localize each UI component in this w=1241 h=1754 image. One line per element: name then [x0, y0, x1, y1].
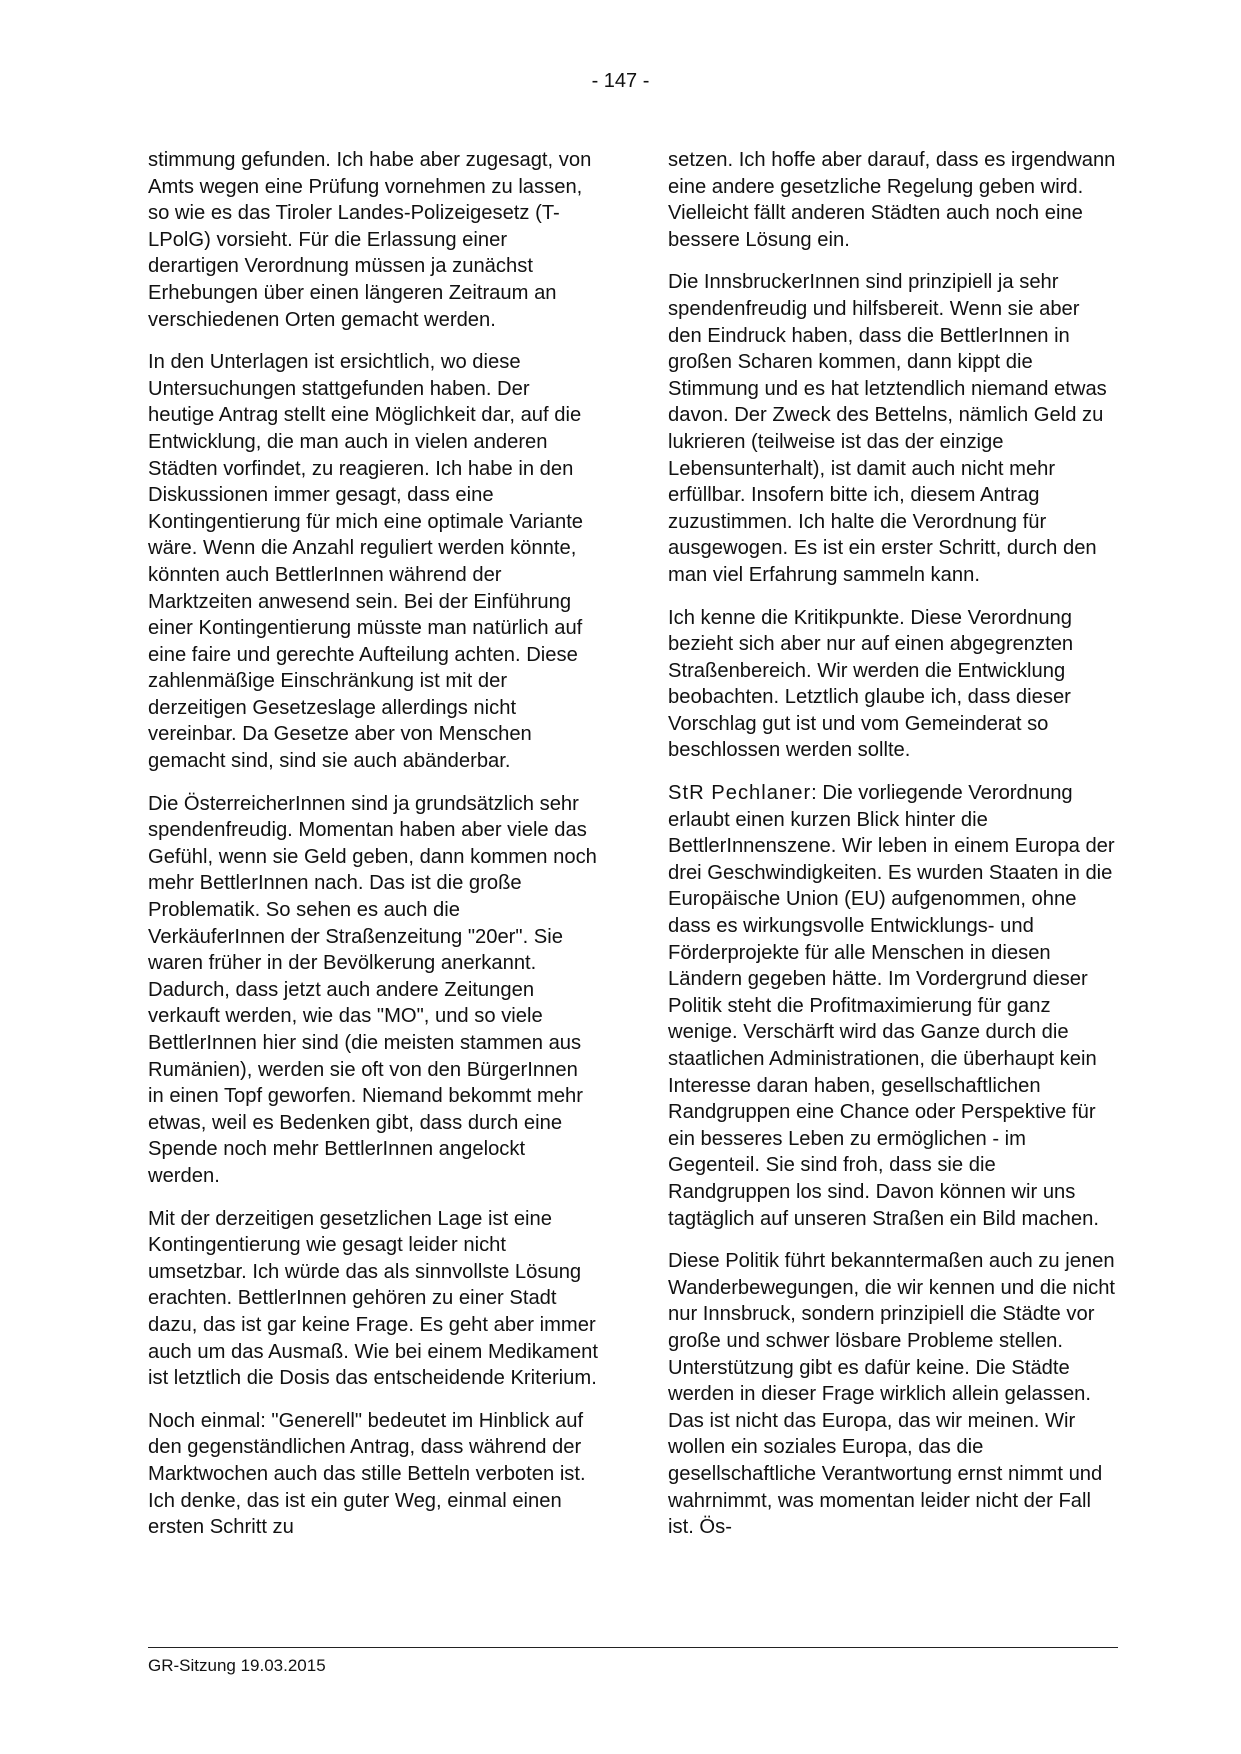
left-column [148, 147, 598, 1557]
right-column [668, 147, 1118, 1557]
footer-divider [148, 1647, 1118, 1648]
paragraph: Diese Politik führt bekanntermaßen auch zu jenen Wanderbewegungen, die wir kennen und die nicht nur Innsbruck, sondern prinzipiell die Städte vor große und schwer lösbare Probleme stellen. Unterstützung gibt es dafür keine. Die Städte werden in dieser Frage wirklich allein gelassen. Das ist nicht das Europa, das wir meinen. Wir wollen ein soziales Europa, das die gesellschaftliche Verantwortung ernst nimmt und wahrnimmt, was momentan leider nicht der Fall ist. Ös- [668, 1250, 1116, 1539]
paragraph: Noch einmal: "Generell" bedeutet im Hinblick auf den gegenständlichen Antrag, dass während der Marktwochen auch das stille Betteln verboten ist. Ich denke, das ist ein guter Weg, einmal einen ersten Schritt zu [148, 1409, 586, 1539]
page-number: - 147 - [591, 70, 650, 92]
paragraph: stimmung gefunden. Ich habe aber zugesagt, von Amts wegen eine Prüfung vornehmen zu lassen, so wie es das Tiroler Landes-Polizeigesetz (T-LPolG) vorsieht. Für die Erlassung einer derartigen Verordnung müssen ja zunächst Erhebungen über einen längeren Zeitraum an verschiedenen Orten gemacht werden. [148, 149, 592, 331]
paragraph: Die ÖsterreicherInnen sind ja grundsätzlich sehr spendenfreudig. Momentan haben aber viele das Gefühl, wenn sie Geld geben, dann kommen noch mehr BettlerInnen nach. Das ist die große Problematik. So sehen es auch die VerkäuferInnen der Straßenzeitung "20er". Sie waren früher in der Bevölkerung anerkannt. Dadurch, dass jetzt auch andere Zeitungen verkauft werden, wie das "MO", und so viele BettlerInnen hier sind (die meisten stammen aus Rumänien), werden sie oft von den BürgerInnen in einen Topf geworfen. Niemand bekommt mehr etwas, weil es Bedenken gibt, dass durch eine Spende noch mehr BettlerInnen angelockt werden. [148, 792, 597, 1187]
paragraph: setzen. Ich hoffe aber darauf, dass es irgendwann eine andere gesetzliche Regelung geben wird. Vielleicht fällt anderen Städten auch noch eine bessere Lösung ein. [668, 149, 1116, 251]
paragraph: In den Unterlagen ist ersichtlich, wo diese Untersuchungen stattgefunden haben. Der heutige Antrag stellt eine Möglichkeit dar, auf die Entwicklung, die man auch in vielen anderen Städten vorfindet, zu reagieren. Ich habe in den Diskussionen immer gesagt, dass eine Kontingentierung für mich eine optimale Variante wäre. Wenn die Anzahl reguliert werden könnte, könnten auch BettlerInnen während der Marktzeiten anwesend sein. Bei der Einführung einer Kontingentierung müsste man natürlich auf eine faire und gerechte Aufteilung achten. Diese zahlenmäßige Einschränkung ist mit der derzeitigen Gesetzeslage allerdings nicht vereinbar. Da Gesetze aber von Menschen gemacht sind, sind sie auch abänderbar. [148, 351, 584, 773]
speaker-text: : Die vorliegende Verordnung erlaubt einen kurzen Blick hinter die BettlerInnenszene. Wir leben in einem Europa der drei Geschwindigkeiten. Es wurden Staaten in die Europäische Union (EU) aufgenommen, ohne dass es wirkungsvolle Entwicklungs- und Förderprojekte für alle Menschen in diesen Ländern gegeben hätte. Im Vordergrund dieser Politik steht die Profitmaximierung für ganz wenige. Verschärft wird das Ganze durch die staatlichen Administrationen, die überhaupt kein Interesse daran haben, gesellschaftlichen Randgruppen eine Chance oder Perspektive für ein besseres Leben zu ermöglichen - im Gegenteil. Sie sind froh, dass sie die Randgruppen los sind. Davon können wir uns tagtäglich auf unseren Straßen ein Bild machen. [668, 782, 1115, 1230]
paragraph: Ich kenne die Kritikpunkte. Diese Verordnung bezieht sich aber nur auf einen abgegrenzten Straßenbereich. Wir werden die Entwicklung beobachten. Letztlich glaube ich, dass dieser Vorschlag gut ist und vom Gemeinderat so beschlossen werden sollte. [668, 606, 1074, 762]
paragraph: Mit der derzeitigen gesetzlichen Lage ist eine Kontingentierung wie gesagt leider nicht umsetzbar. Ich würde das als sinnvollste Lösung erachten. BettlerInnen gehören zu einer Stadt dazu, das ist gar keine Frage. Es geht aber immer auch um das Ausmaß. Wie bei einem Medikament ist letztlich die Dosis das entscheidende Kriterium. [148, 1207, 598, 1390]
speaker-paragraph [668, 780, 1118, 1232]
footer-session-date: GR-Sitzung 19.03.2015 [148, 1656, 326, 1675]
speaker-name: StR Pechlaner [668, 782, 812, 805]
paragraph: Die InnsbruckerInnen sind prinzipiell ja sehr spendenfreudig und hilfsbereit. Wenn sie aber den Eindruck haben, dass die BettlerInnen in großen Scharen kommen, dann kippt die Stimmung und es hat letztendlich niemand etwas davon. Der Zweck des Bettelns, nämlich Geld zu lukrieren (teilweise ist das der einzige Lebensunterhalt), ist damit auch nicht mehr erfüllbar. Insofern bitte ich, diesem Antrag zuzustimmen. Ich halte die Verordnung für ausgewogen. Es ist ein erster Schritt, durch den man viel Erfahrung sammeln kann. [668, 271, 1107, 586]
